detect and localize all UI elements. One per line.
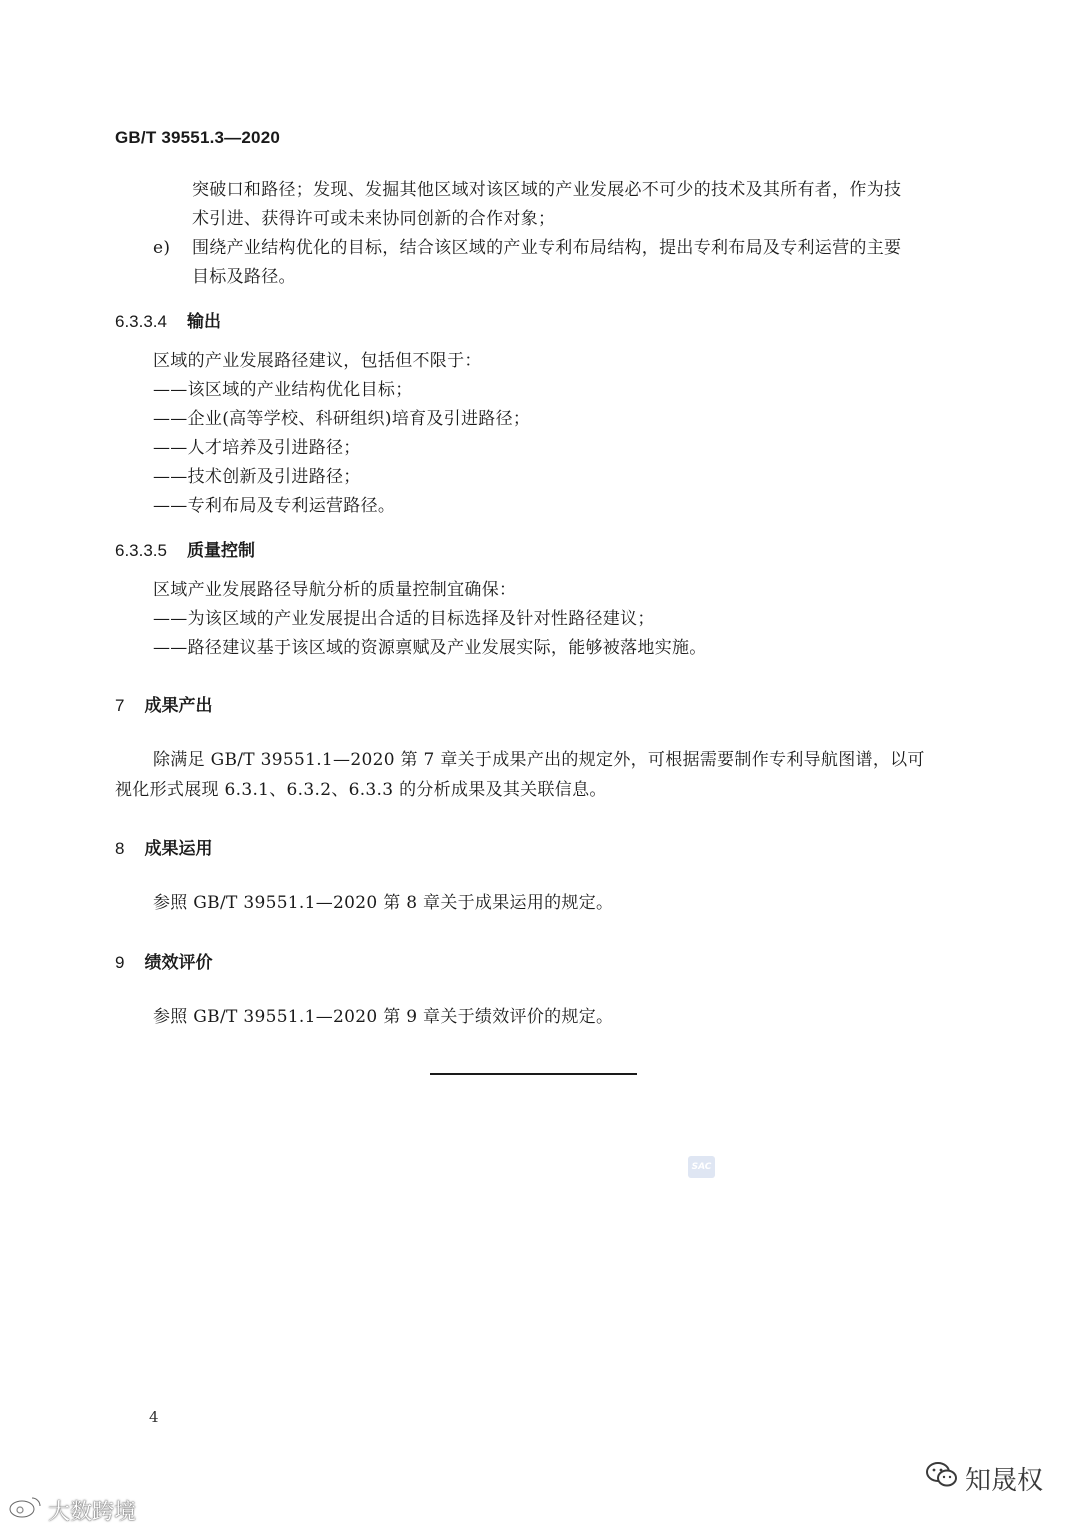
section-heading-6335 [115,536,255,561]
section-title: 绩效评价 [144,953,213,973]
dash-list-item: ——企业(高等学校、科研组织)培育及引进路径； [153,409,531,429]
standard-code-header: GB/T 39551.3—2020 [115,128,280,147]
item-e-line-2: 目标及路径。 [192,267,296,287]
section-number: 6.3.3.4 [115,312,167,331]
dash-list-item: ——路径建议基于该区域的资源禀赋及产业发展实际，能够被落地实施。 [153,638,707,658]
weibo-icon [8,1494,44,1526]
section-number: 6.3.3.5 [115,541,167,560]
end-of-document-rule [430,1073,637,1075]
section-7-line-2: 视化形式展现 6.3.1、6.3.2、6.3.3 的分析成果及其关联信息。 [115,780,607,800]
dash-list-item: ——人才培养及引进路径； [153,438,361,458]
watermark-right [925,1460,1043,1497]
section-9-text: 参照 GB/T 39551.1—2020 第 9 章关于绩效评价的规定。 [153,1007,614,1027]
section-number: 8 [115,839,125,858]
dash-list-item: ——该区域的产业结构优化目标； [153,380,413,400]
section-title: 成果产出 [144,696,213,716]
section-8-text: 参照 GB/T 39551.1—2020 第 8 章关于成果运用的规定。 [153,893,614,913]
wechat-icon [925,1460,959,1497]
section-title: 成果运用 [144,839,213,859]
section-title: 输出 [187,312,221,332]
section-number: 9 [115,953,125,972]
section-heading-6334 [115,307,221,332]
watermark-right-text: 知晟权 [965,1466,1044,1496]
section-title: 质量控制 [187,541,255,561]
section-intro: 区域的产业发展路径建议，包括但不限于： [153,351,482,371]
continuation-line-2: 术引进、获得许可或未来协同创新的合作对象； [192,209,556,229]
dash-list-item: ——技术创新及引进路径； [153,467,361,487]
watermark-left [8,1494,136,1526]
section-heading-8 [115,834,212,859]
section-intro: 区域产业发展路径导航分析的质量控制宜确保： [153,580,517,600]
dash-list-item: ——为该区域的产业发展提出合适的目标选择及针对性路径建议； [153,609,655,629]
section-heading-9 [115,948,212,973]
list-marker-e: e) [153,238,171,258]
continuation-line-1: 突破口和路径；发现、发掘其他区域对该区域的产业发展必不可少的技术及其所有者，作为技 [192,180,902,200]
item-e-line-1: 围绕产业结构优化的目标，结合该区域的产业专利布局结构，提出专利布局及专利运营的主要 [192,238,902,258]
page-number: 4 [149,1408,159,1426]
sac-logo: SAC [688,1156,715,1178]
dash-list-item: ——专利布局及专利运营路径。 [153,496,396,516]
section-number: 7 [115,696,125,715]
watermark-left-text: 大数跨境 [48,1499,137,1525]
section-7-line-1: 除满足 GB/T 39551.1—2020 第 7 章关于成果产出的规定外，可根据需要制作专利导航图谱，以可 [153,750,925,770]
section-heading-7 [115,691,212,716]
